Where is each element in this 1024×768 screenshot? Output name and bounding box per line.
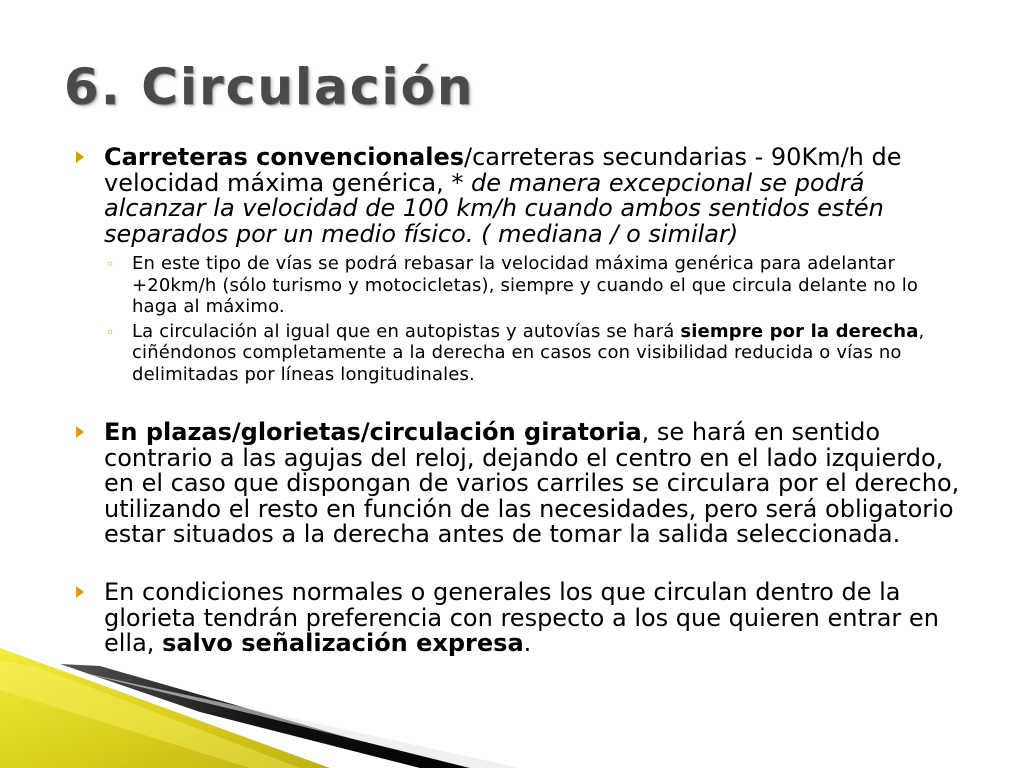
bullet-text: , se hará en sentido contrario a las agujas del reloj, dejando el centro en el lado izquierdo, en el caso que dispongan de varios carriles se circulara por el derecho, utilizando el resto en función de las necesidades, pero será obligatorio estar situados a la derecha antes de tomar la salida seleccionada. [104, 418, 960, 548]
sub-bullet-item [106, 320, 962, 386]
sub-bullet-text: La circulación al igual que en autopistas y autovías se hará [132, 320, 681, 342]
slide-title: 6. Circulación [64, 58, 475, 116]
bullet-item [104, 580, 964, 657]
bullet-text: . [523, 629, 532, 657]
bullet-arrow-icon [76, 151, 84, 163]
sub-bullet-text: , ciñéndonos completamente a la derecha en casos con visibilidad reducida o vías no delimitadas por líneas longitudinales. [132, 320, 925, 385]
sub-bullet-text: En este tipo de vías se podrá rebasar la velocidad máxima genérica para adelantar +20km/h (sólo turismo y motocicletas), siempre y cuando el que circula delante no lo haga al máximo. [132, 253, 919, 317]
yellow-swoosh [0, 648, 330, 768]
sub-bullet-text-bold: siempre por la derecha [680, 320, 919, 342]
bullet-block-1 [0, 145, 964, 385]
bullet-block-2 [0, 420, 964, 548]
bullet-block-3 [0, 580, 964, 657]
bullet-text: /carreteras secundarias - 90Km/h de velocidad máxima genérica, [104, 143, 902, 197]
bullet-item [104, 145, 964, 247]
bullet-arrow-icon [76, 586, 84, 598]
bullet-arrow-icon [76, 426, 84, 438]
bullet-text: En condiciones normales o generales los que circulan dentro de la glorieta tendrán preferencia con respecto a los que quieren entrar en ella, [104, 578, 939, 657]
bullet-text-italic: * de manera excepcional se podrá alcanzar la velocidad de 100 km/h cuando ambos sentidos estén separados por un medio físico. ( mediana / o similar) [104, 168, 884, 248]
bullet-item [104, 420, 964, 548]
bullet-text-bold: salvo señalización expresa [162, 629, 524, 657]
sub-bullet-ring-icon: ◦ [106, 257, 115, 273]
bullet-text-bold: Carreteras convencionales [104, 143, 464, 171]
sub-bullet-item [106, 253, 962, 318]
sub-bullet-ring-icon: ◦ [106, 324, 115, 341]
bullet-text-bold: En plazas/glorietas/circulación giratoria [104, 418, 642, 446]
